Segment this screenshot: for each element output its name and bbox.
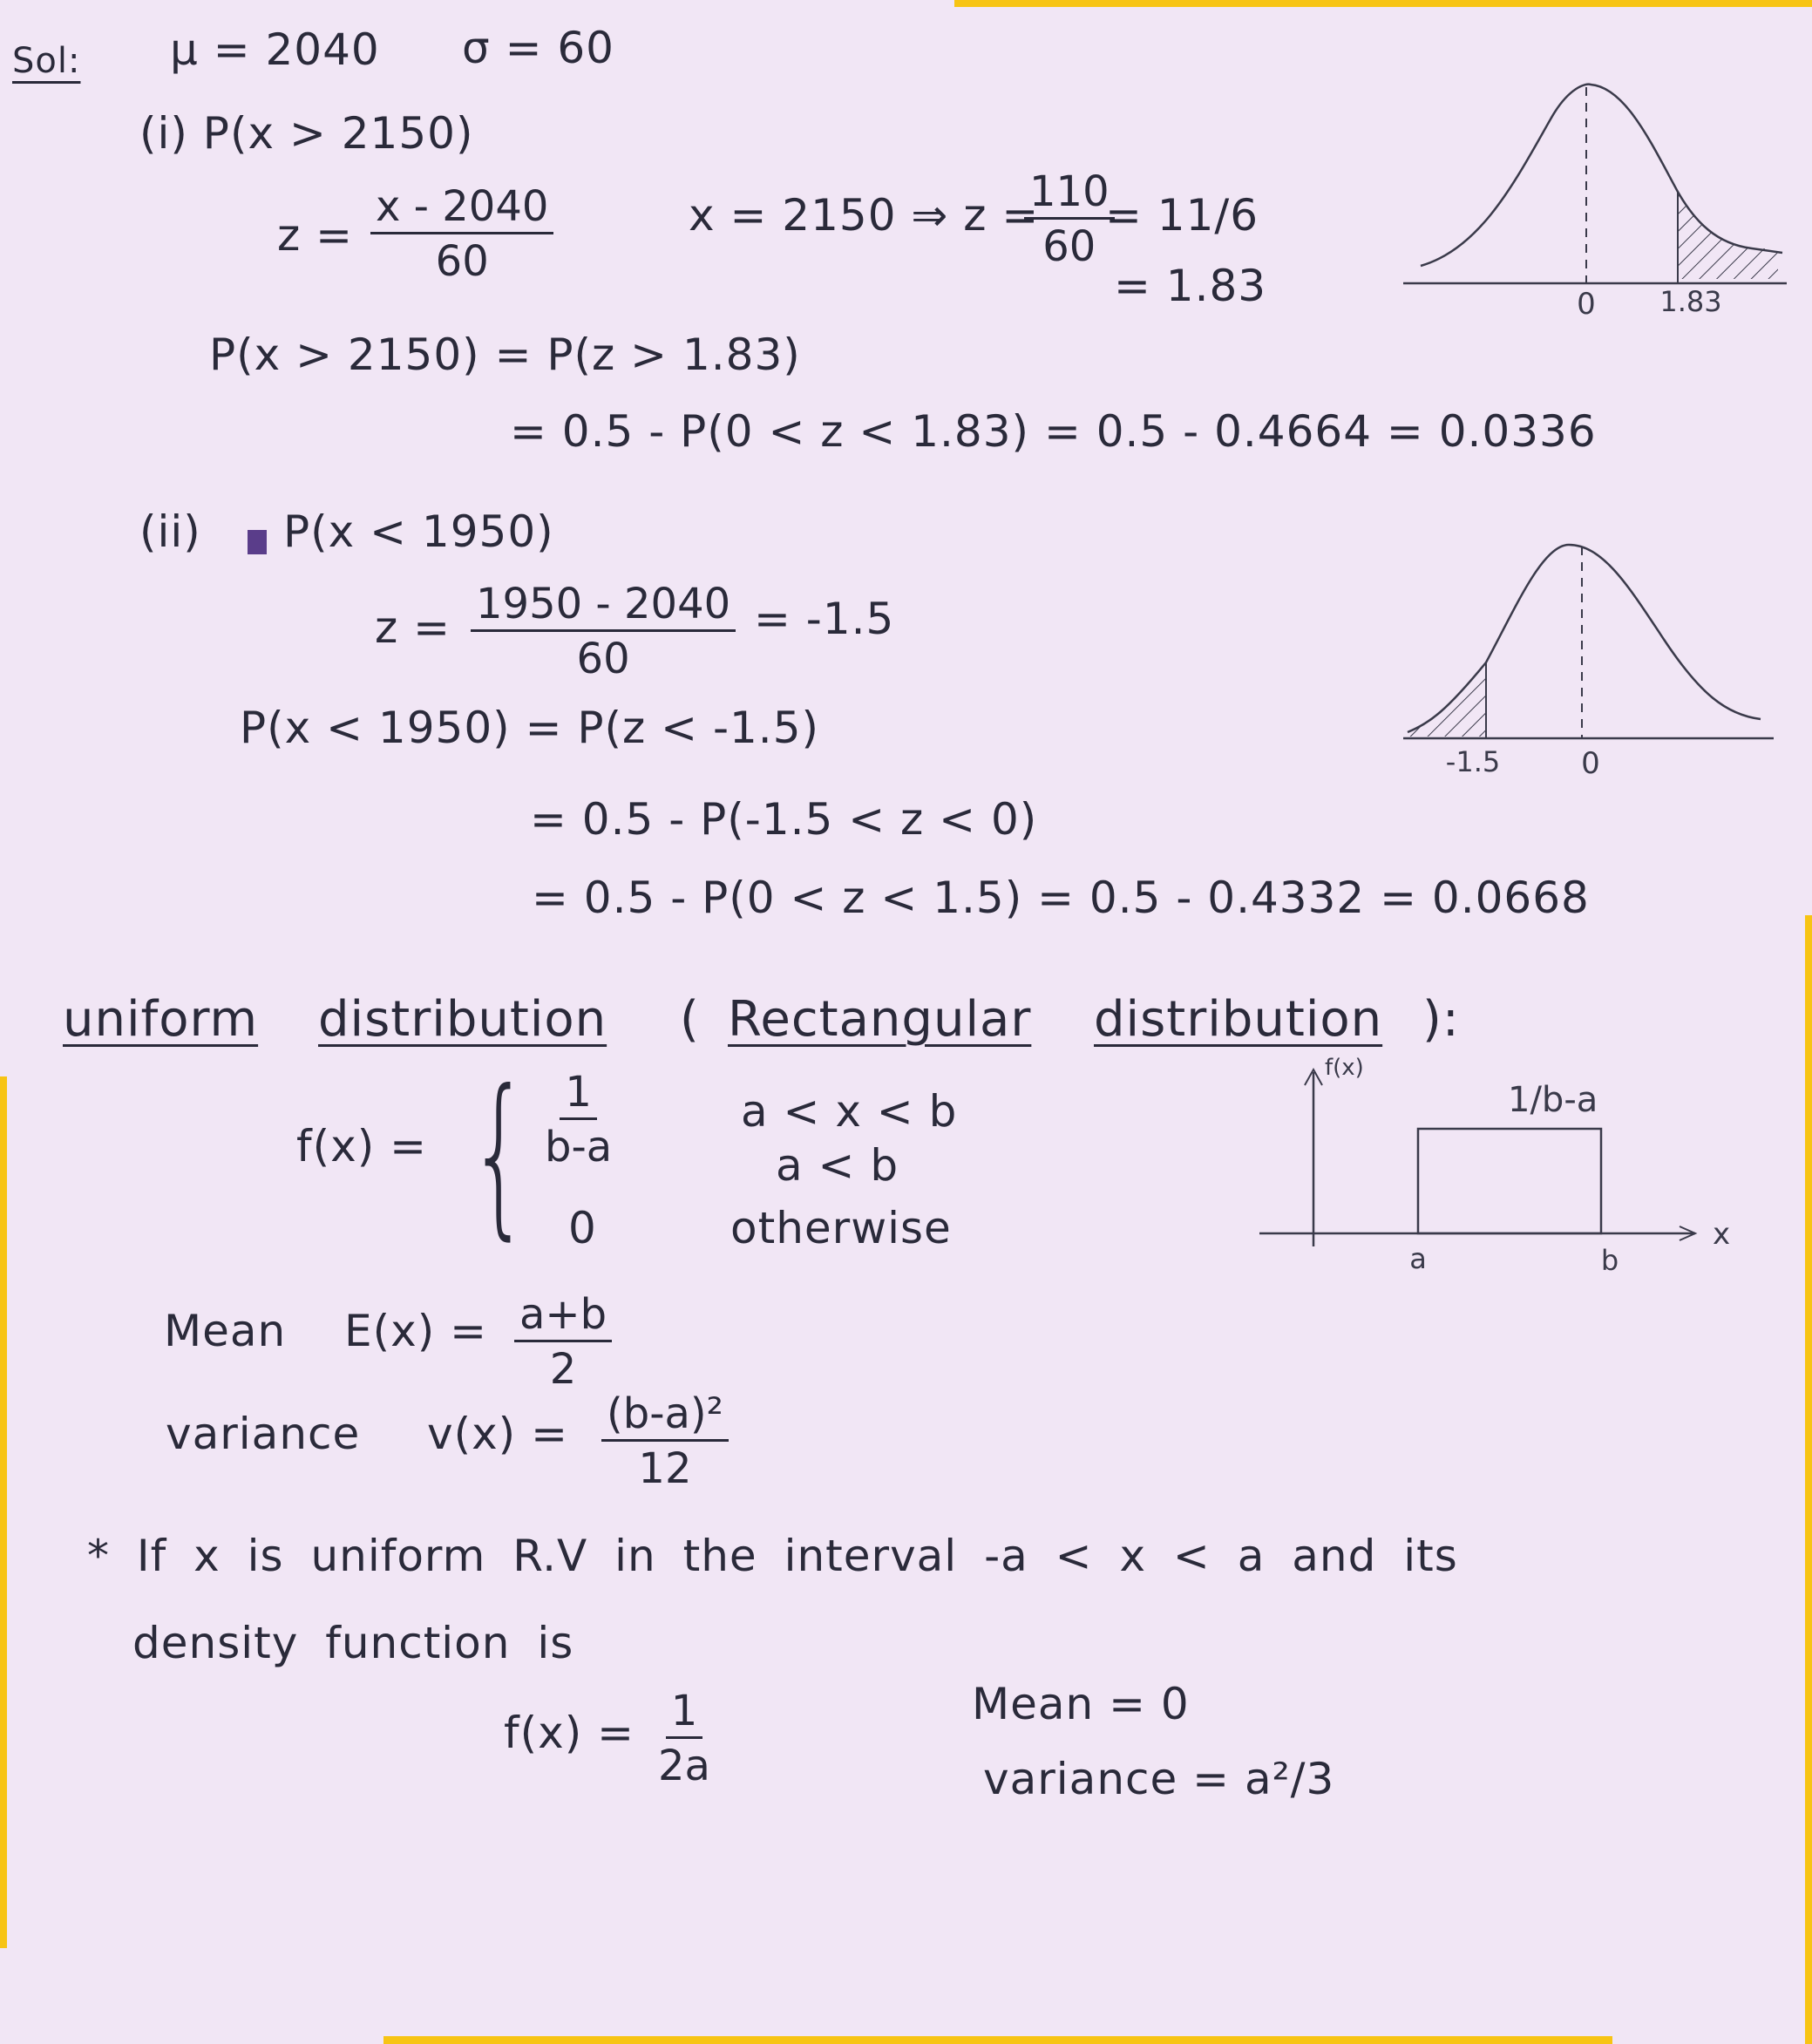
pen-mark bbox=[248, 530, 267, 554]
case2-condition: otherwise bbox=[730, 1203, 952, 1253]
piecewise-brace: { bbox=[469, 1053, 530, 1256]
note-fx-lhs: f(x) = bbox=[504, 1708, 635, 1758]
graph1-zero-label: 0 bbox=[1577, 287, 1596, 322]
variance-label: variance bbox=[166, 1409, 361, 1459]
graph2-zero-label: 0 bbox=[1581, 746, 1600, 781]
variance-fraction bbox=[601, 1389, 729, 1494]
graph3-b-label: b bbox=[1600, 1244, 1619, 1277]
case1-numerator: 1 bbox=[560, 1070, 597, 1120]
variance-lhs: v(x) = bbox=[427, 1409, 568, 1459]
heading-distribution-2: distribution bbox=[1094, 991, 1383, 1048]
case1-denominator: b-a bbox=[545, 1123, 613, 1172]
part2-z-val: = -1.5 bbox=[754, 594, 895, 644]
graph1-z-label: 1.83 bbox=[1659, 285, 1722, 318]
mean-denominator: 2 bbox=[549, 1345, 577, 1395]
mean-numerator: a+b bbox=[514, 1293, 612, 1342]
part2-label: (ii) bbox=[139, 506, 201, 557]
part2-line2: = 0.5 - P(-1.5 < z < 0) bbox=[530, 794, 1038, 845]
part1-prob-line: P(x > 2150) = P(z > 1.83) bbox=[209, 329, 801, 380]
mean-fraction bbox=[514, 1290, 612, 1395]
part1-z-fraction bbox=[370, 182, 553, 287]
part1-z-numerator: x - 2040 bbox=[370, 185, 553, 234]
graph3-height-label: 1/b-a bbox=[1508, 1080, 1598, 1120]
variance-numerator: (b-a)² bbox=[601, 1392, 729, 1442]
part1-result-line: = 0.5 - P(0 < z < 1.83) = 0.5 - 0.4664 = 0.0336 bbox=[510, 406, 1597, 457]
part1-label: (i) P(x > 2150) bbox=[139, 108, 474, 159]
bell-curve bbox=[1421, 85, 1782, 266]
mean-lhs: E(x) = bbox=[344, 1306, 487, 1356]
part2-line3: = 0.5 - P(0 < z < 1.5) = 0.5 - 0.4332 = 0.0668 bbox=[532, 873, 1590, 923]
part1-z-denominator: 60 bbox=[435, 237, 489, 287]
border-right bbox=[1805, 915, 1812, 2044]
note-fx-numerator: 1 bbox=[666, 1689, 703, 1739]
part2-z-denominator: 60 bbox=[576, 635, 630, 684]
heading-paren-open: ( bbox=[680, 991, 700, 1048]
sigma-value: σ = 60 bbox=[462, 23, 614, 73]
part1-sub-val: = 1.83 bbox=[1114, 261, 1267, 311]
mean-label: Mean bbox=[164, 1306, 287, 1356]
case1-condition-2: a < b bbox=[776, 1140, 899, 1191]
heading-rectangular: Rectangular bbox=[728, 991, 1032, 1048]
note-variance: variance = a²/3 bbox=[983, 1754, 1335, 1804]
normal-curve-right-tail bbox=[1403, 74, 1795, 336]
part1-sub-denominator: 60 bbox=[1042, 222, 1096, 272]
mu-value: μ = 2040 bbox=[170, 24, 380, 75]
part2-z-fraction bbox=[471, 582, 736, 682]
graph3-a-label: a bbox=[1409, 1242, 1427, 1275]
heading-paren-close: ): bbox=[1422, 991, 1460, 1048]
border-left bbox=[0, 1076, 7, 1948]
part2-line1: P(x < 1950) = P(z < -1.5) bbox=[240, 703, 820, 753]
note-line-1: * If x is uniform R.V in the interval -a < x < a and its bbox=[87, 1531, 1458, 1581]
graph3-x-label: x bbox=[1713, 1217, 1731, 1252]
uniform-rectangle bbox=[1418, 1129, 1601, 1233]
heading-distribution: distribution bbox=[318, 991, 607, 1048]
note-fx-denominator: 2a bbox=[658, 1742, 710, 1791]
part1-substitution: x = 2150 ⇒ z = bbox=[689, 190, 1040, 241]
sol-label: Sol: bbox=[12, 41, 81, 81]
case1-condition: a < x < b bbox=[741, 1086, 958, 1137]
shaded-right-tail bbox=[1678, 192, 1778, 279]
note-mean: Mean = 0 bbox=[972, 1679, 1190, 1729]
note-fx-fraction bbox=[658, 1689, 710, 1789]
part2-prob: P(x < 1950) bbox=[283, 506, 554, 557]
part1-z-lhs: z = bbox=[277, 210, 354, 261]
graph2-z-label: -1.5 bbox=[1445, 745, 1501, 778]
part1-sub-numerator: 110 bbox=[1024, 170, 1115, 220]
border-bottom bbox=[383, 2036, 1612, 2044]
graph3-fx-label: f(x) bbox=[1325, 1055, 1364, 1081]
note-line-2: density function is bbox=[132, 1618, 574, 1668]
part2-z-lhs: z = bbox=[375, 602, 451, 653]
part1-sub-eq: = 11/6 bbox=[1105, 190, 1259, 241]
part2-z-numerator: 1950 - 2040 bbox=[471, 582, 736, 632]
case1-fraction bbox=[545, 1070, 612, 1170]
fx-lhs: f(x) = bbox=[296, 1121, 427, 1171]
variance-denominator: 12 bbox=[638, 1444, 692, 1494]
heading-uniform: uniform bbox=[63, 991, 259, 1048]
part1-sub-fraction bbox=[1024, 167, 1115, 272]
uniform-distribution-graph bbox=[1259, 1055, 1748, 1286]
case2-value: 0 bbox=[568, 1203, 597, 1253]
normal-curve-left-tail bbox=[1403, 536, 1787, 789]
border-top bbox=[954, 0, 1812, 7]
